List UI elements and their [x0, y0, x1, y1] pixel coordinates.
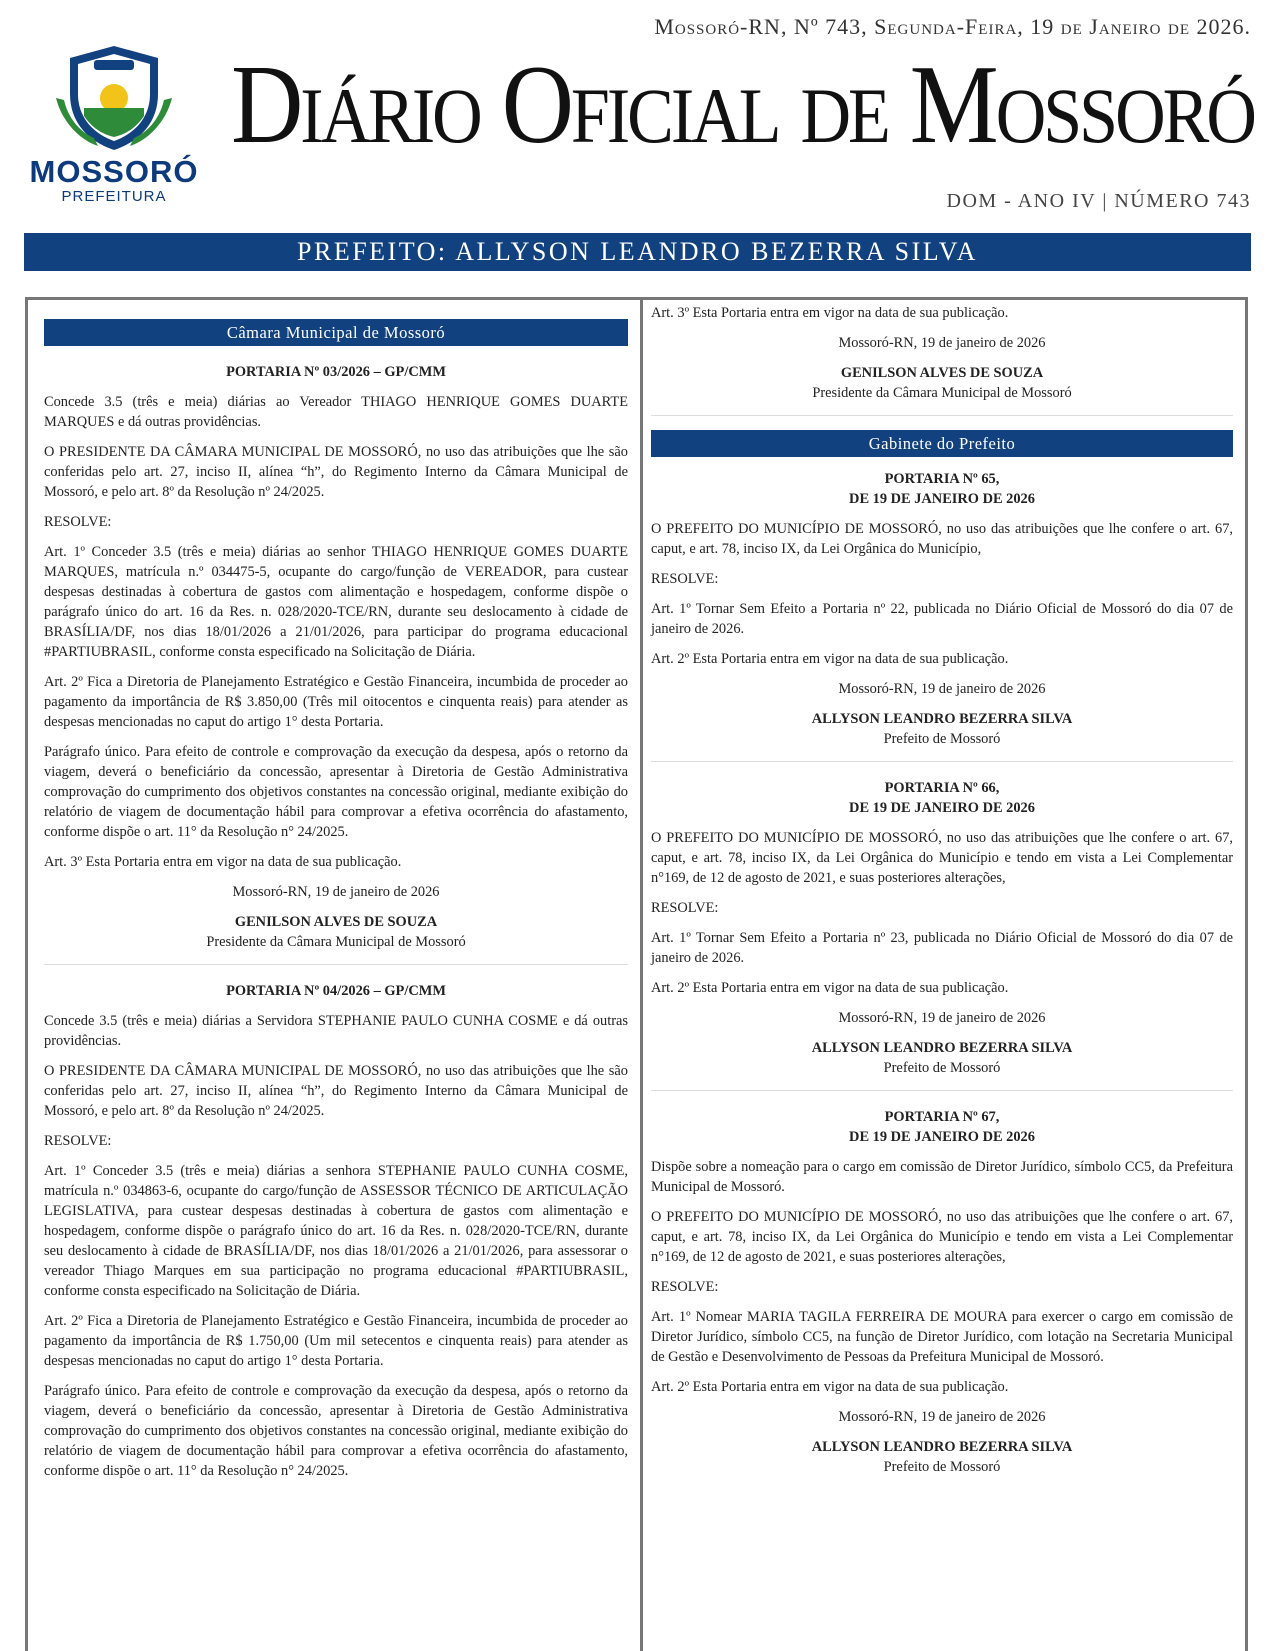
- signer-role: Prefeito de Mossoró: [883, 1459, 1001, 1475]
- section-header-camara: Câmara Municipal de Mossoró: [44, 319, 628, 346]
- right-column: [651, 303, 1233, 1487]
- paragraph: O PREFEITO DO MUNICÍPIO DE MOSSORÓ, no uso das atribuições que lhe confere o art. 67, caput, e art. 78, inciso IX, da Lei Orgânica do Município e tendo em vista a Lei Complementar n°169, de 12 de agosto de 2021, e suas posteriores alterações,: [651, 830, 1233, 886]
- paragraph: Art. 1º Tornar Sem Efeito a Portaria nº 23, publicada no Diário Oficial de Mossoró do dia 07 de janeiro de 2026.: [651, 930, 1233, 966]
- place-date: Mossoró-RN, 19 de janeiro de 2026: [232, 884, 440, 900]
- paragraph: Parágrafo único. Para efeito de controle e comprovação da execução da despesa, após o retorno da viagem, deverá o beneficiário da concessão, apresentar à Diretoria de Gestão Administrativa comprovação do cumprimento dos objetivos constantes na concessão original, mediante exibição do relatório de viagem de documentação hábil para comprovar a efetiva ocorrência do afastamento, conforme dispõe o art. 11° da Resolução n° 24/2025.: [44, 1383, 628, 1479]
- paragraph: O PRESIDENTE DA CÂMARA MUNICIPAL DE MOSSORÓ, no uso das atribuições que lhe são conferidas pelo art. 27, inciso II, alínea “h”, do Regimento Interno da Câmara Municipal de Mossoró, e pelo art. 8º da Resolução nº 24/2025.: [44, 444, 628, 500]
- separator: [44, 964, 628, 965]
- signature-block: [651, 363, 1233, 403]
- column-divider: [640, 297, 643, 1651]
- left-column: [44, 303, 628, 1491]
- paragraph: RESOLVE:: [651, 900, 719, 916]
- signer-role: Presidente da Câmara Municipal de Mossoró: [206, 934, 466, 950]
- portaria-title: PORTARIA Nº 03/2026 – GP/CMM: [226, 364, 446, 380]
- paragraph: Art. 1º Tornar Sem Efeito a Portaria nº 22, publicada no Diário Oficial de Mossoró do dia 07 de janeiro de 2026.: [651, 601, 1233, 637]
- signer-role: Prefeito de Mossoró: [883, 731, 1001, 747]
- signature-block: [651, 1437, 1233, 1477]
- page-header: [0, 0, 1275, 230]
- separator: [651, 415, 1233, 416]
- paragraph: Art. 1º Conceder 3.5 (três e meia) diárias ao senhor THIAGO HENRIQUE GOMES DUARTE MARQUES, matrícula n.º 034475-5, ocupante do cargo/função de VEREADOR, para custear despesas destinadas à cobertura de gastos com alimentação e hospedagem, conforme dispõe o parágrafo único do art. 16 da Res. n. 028/2020-TCE/RN, durante seu deslocamento à cidade de BRASÍLIA/DF, nos dias 18/01/2026 a 21/01/2026, para participar do programa educacional #PARTIUBRASIL, conforme consta especificado na Solicitação de Diária.: [44, 544, 628, 660]
- paragraph: RESOLVE:: [651, 1279, 719, 1295]
- signature-block: [44, 912, 628, 952]
- paragraph: Art. 2º Esta Portaria entra em vigor na data de sua publicação.: [651, 651, 1009, 667]
- prefeitura-logo: [24, 42, 204, 205]
- portaria-number: PORTARIA Nº 66,: [884, 780, 1000, 796]
- separator: [651, 761, 1233, 762]
- paragraph: Art. 2º Fica a Diretoria de Planejamento Estratégico e Gestão Financeira, incumbida de proceder ao pagamento da importância de R$ 3.850,00 (Três mil oitocentos e cinquenta reais) para atender as despesas mencionadas no caput do artigo 1° desta Portaria.: [44, 674, 628, 730]
- portaria-title: PORTARIA Nº 04/2026 – GP/CMM: [226, 983, 446, 999]
- paragraph: RESOLVE:: [44, 514, 112, 530]
- section-header-gabinete: Gabinete do Prefeito: [651, 430, 1233, 457]
- paragraph: RESOLVE:: [651, 571, 719, 587]
- paragraph: O PRESIDENTE DA CÂMARA MUNICIPAL DE MOSSORÓ, no uso das atribuições que lhe são conferidas pelo art. 27, inciso II, alínea “h”, do Regimento Interno da Câmara Municipal de Mossoró, e pelo art. 8º da Resolução nº 24/2025.: [44, 1063, 628, 1119]
- signer-name: ALLYSON LEANDRO BEZERRA SILVA: [811, 1439, 1073, 1455]
- paragraph: Art. 3º Esta Portaria entra em vigor na data de sua publicação.: [44, 854, 402, 870]
- coat-of-arms-icon: [54, 42, 174, 154]
- place-date: Mossoró-RN, 19 de janeiro de 2026: [838, 1010, 1046, 1026]
- signer-role: Prefeito de Mossoró: [883, 1060, 1001, 1076]
- portaria-date: DE 19 DE JANEIRO DE 2026: [849, 491, 1035, 507]
- signer-role: Presidente da Câmara Municipal de Mossoró: [812, 385, 1072, 401]
- paragraph: Concede 3.5 (três e meia) diárias a Servidora STEPHANIE PAULO CUNHA COSME e dá outras providências.: [44, 1013, 628, 1049]
- signature-block: [651, 709, 1233, 749]
- place-date: Mossoró-RN, 19 de janeiro de 2026: [838, 681, 1046, 697]
- edition-number: DOM - ANO IV | NÚMERO 743: [946, 190, 1251, 212]
- place-date: Mossoró-RN, 19 de janeiro de 2026: [838, 1409, 1046, 1425]
- portaria-date: DE 19 DE JANEIRO DE 2026: [849, 1129, 1035, 1145]
- paragraph: Art. 1º Conceder 3.5 (três e meia) diárias a senhora STEPHANIE PAULO CUNHA COSME, matrícula n.º 034863-6, ocupante do cargo/função de ASSESSOR TÉCNICO DE ARTICULAÇÃO LEGISLATIVA, para custear despesas destinadas à cobertura de gastos com alimentação e hospedagem, conforme dispõe o parágrafo único do art. 16 da Res. n. 028/2020-TCE/RN, durante seu deslocamento à cidade de BRASÍLIA/DF, nos dias 18/01/2026 a 21/01/2026, para assessorar o vereador Thiago Marques em sua participação no programa educacional #PARTIUBRASIL, conforme consta especificado na Solicitação de Diária.: [44, 1163, 628, 1299]
- paragraph: RESOLVE:: [44, 1133, 112, 1149]
- paragraph: O PREFEITO DO MUNICÍPIO DE MOSSORÓ, no uso das atribuições que lhe confere o art. 67, caput, e art. 78, inciso IX, da Lei Orgânica do Município,: [651, 521, 1233, 557]
- portaria-title: [651, 1107, 1233, 1147]
- mayor-banner: PREFEITO: ALLYSON LEANDRO BEZERRA SILVA: [24, 233, 1251, 271]
- paragraph: Parágrafo único. Para efeito de controle e comprovação da execução da despesa, após o retorno da viagem, deverá o beneficiário da concessão, apresentar à Diretoria de Gestão Administrativa comprovação do cumprimento dos objetivos constantes na concessão original, mediante exibição do relatório de viagem de documentação hábil para comprovar a efetiva ocorrência do afastamento, conforme dispõe o art. 11° da Resolução n° 24/2025.: [44, 744, 628, 840]
- paragraph: Dispõe sobre a nomeação para o cargo em comissão de Diretor Jurídico, símbolo CC5, da Prefeitura Municipal de Mossoró.: [651, 1159, 1233, 1195]
- issue-dateline: Mossoró-RN, Nº 743, Segunda-Feira, 19 de Janeiro de 2026.: [654, 14, 1251, 39]
- signer-name: GENILSON ALVES DE SOUZA: [840, 365, 1044, 381]
- portaria-number: PORTARIA Nº 67,: [884, 1109, 1000, 1125]
- logo-subtitle: PREFEITURA: [61, 188, 167, 205]
- signer-name: GENILSON ALVES DE SOUZA: [234, 914, 438, 930]
- signer-name: ALLYSON LEANDRO BEZERRA SILVA: [811, 1040, 1073, 1056]
- signature-block: [651, 1038, 1233, 1078]
- signer-name: ALLYSON LEANDRO BEZERRA SILVA: [811, 711, 1073, 727]
- paragraph: Concede 3.5 (três e meia) diárias ao Vereador THIAGO HENRIQUE GOMES DUARTE MARQUES e dá outras providências.: [44, 394, 628, 430]
- portaria-title: [651, 778, 1233, 818]
- separator: [651, 1090, 1233, 1091]
- paragraph: Art. 1º Nomear MARIA TAGILA FERREIRA DE MOURA para exercer o cargo em comissão de Diretor Jurídico, símbolo CC5, na função de Diretor Jurídico, com lotação na Secretaria Municipal de Gestão e Desenvolvimento de Pessoas da Prefeitura Municipal de Mossoró.: [651, 1309, 1233, 1365]
- logo-wordmark: MOSSORÓ: [29, 154, 199, 189]
- place-date: Mossoró-RN, 19 de janeiro de 2026: [838, 335, 1046, 351]
- paragraph: Art. 2º Fica a Diretoria de Planejamento Estratégico e Gestão Financeira, incumbida de proceder ao pagamento da importância de R$ 1.750,00 (Um mil setecentos e cinquenta reais) para atender as despesas mencionadas no caput do artigo 1° desta Portaria.: [44, 1313, 628, 1369]
- portaria-number: PORTARIA Nº 65,: [884, 471, 1000, 487]
- portaria-date: DE 19 DE JANEIRO DE 2026: [849, 800, 1035, 816]
- masthead-title: Diário Oficial de Mossoró: [231, 42, 1254, 167]
- paragraph: Art. 3º Esta Portaria entra em vigor na data de sua publicação.: [651, 305, 1009, 321]
- paragraph: O PREFEITO DO MUNICÍPIO DE MOSSORÓ, no uso das atribuições que lhe confere o art. 67, caput, e art. 78, inciso IX, da Lei Orgânica do Município e tendo em vista a Lei Complementar n°169, de 12 de agosto de 2021, e suas posteriores alterações,: [651, 1209, 1233, 1265]
- portaria-title: [651, 469, 1233, 509]
- paragraph: Art. 2º Esta Portaria entra em vigor na data de sua publicação.: [651, 980, 1009, 996]
- paragraph: Art. 2º Esta Portaria entra em vigor na data de sua publicação.: [651, 1379, 1009, 1395]
